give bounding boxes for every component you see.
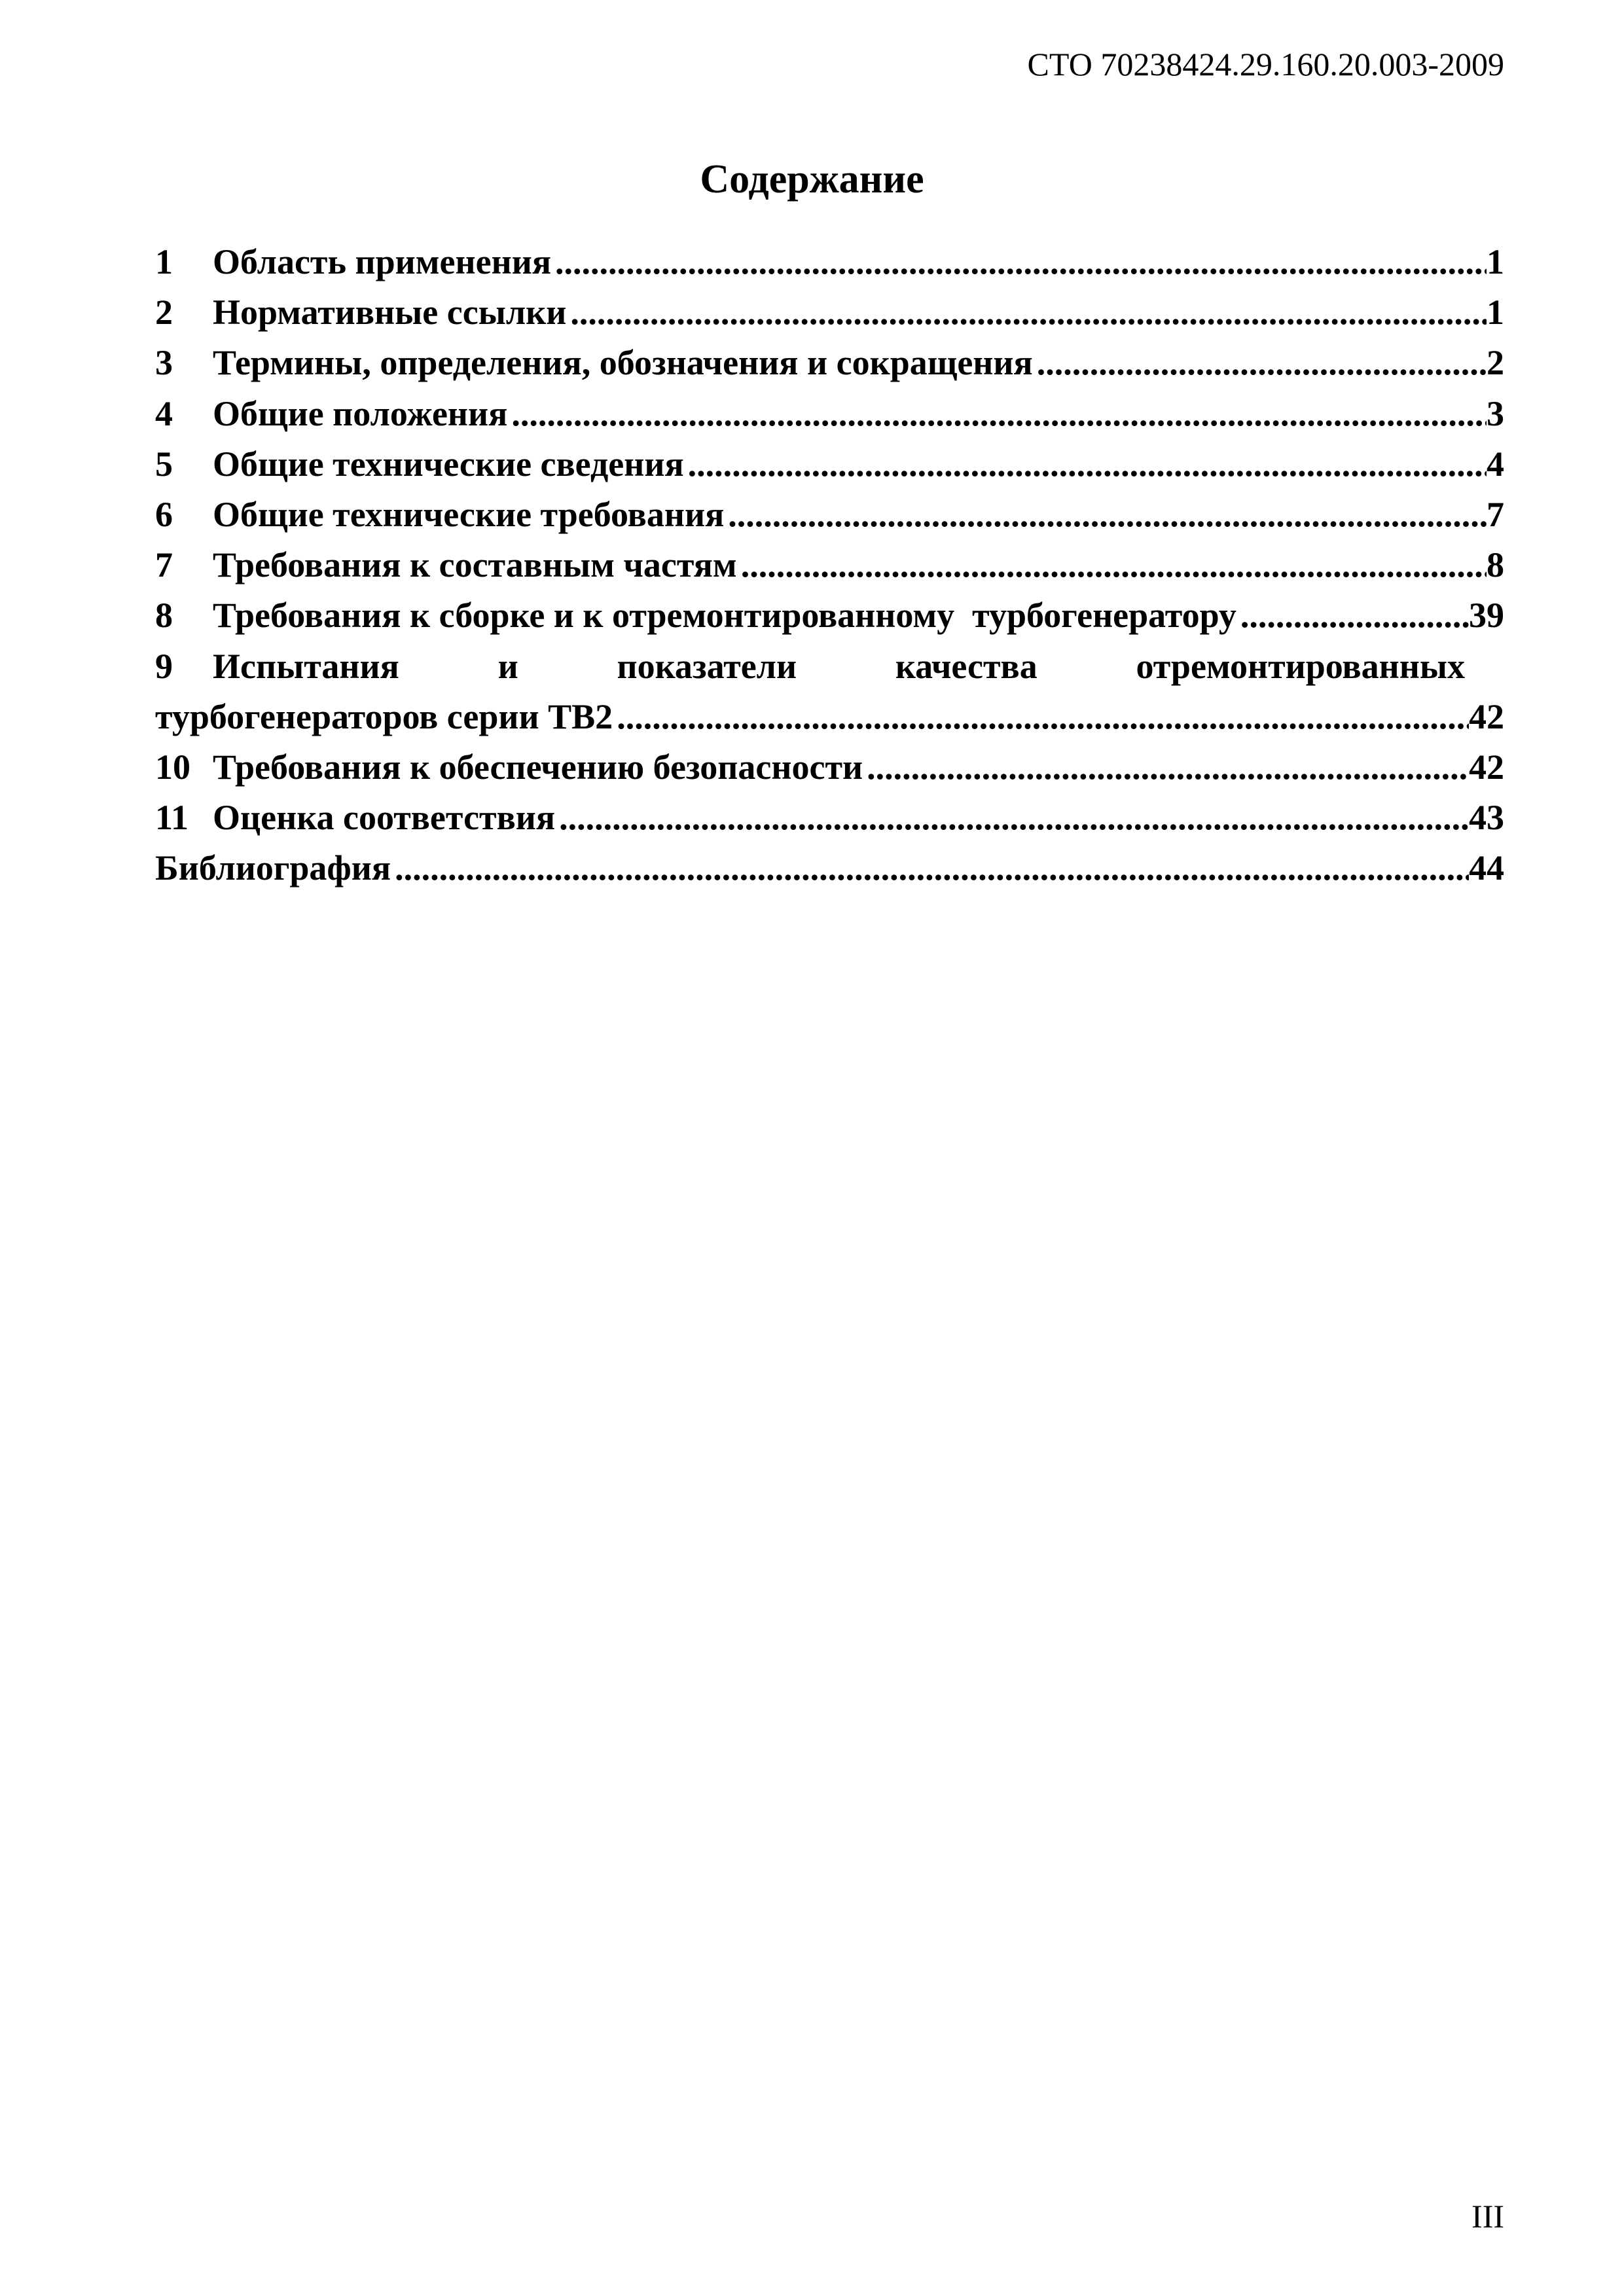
toc-dot-leader — [737, 540, 1487, 590]
toc-entry-line-2[interactable] — [155, 692, 1504, 742]
toc-entry-page: 8 — [1487, 545, 1504, 585]
toc-dot-leader — [566, 287, 1487, 338]
toc-entry-page: 3 — [1487, 393, 1504, 433]
toc-entry-number: 11 — [155, 798, 189, 838]
toc-dot-leader — [724, 490, 1487, 540]
toc-entry-title-continuation: турбогенераторов серии ТВ2 — [155, 696, 613, 736]
toc-entry-title: Область применения — [213, 242, 552, 281]
toc-dot-leader — [684, 439, 1487, 490]
toc-title: Содержание — [700, 157, 924, 202]
toc-dot-leader — [613, 692, 1469, 742]
toc-entry-title: Библиография — [155, 848, 391, 888]
toc-entry-title: Оценка соответствия — [213, 798, 556, 838]
document-code: СТО 70238424.29.160.20.003-2009 — [1027, 46, 1504, 82]
toc-entry-number: 2 — [155, 293, 173, 332]
toc-entry-page: 43 — [1469, 798, 1504, 838]
table-of-contents — [155, 237, 1504, 893]
toc-entry[interactable] — [155, 439, 1504, 490]
toc-dot-leader — [1236, 590, 1469, 641]
toc-entry[interactable] — [155, 338, 1504, 388]
toc-entry-number: 5 — [155, 444, 173, 484]
toc-entry[interactable] — [155, 287, 1504, 338]
toc-dot-leader — [863, 742, 1469, 793]
toc-dot-leader — [391, 843, 1469, 893]
toc-entry-bibliography[interactable] — [155, 843, 1504, 893]
toc-dot-leader — [1033, 338, 1487, 388]
toc-entry-number: 7 — [155, 545, 173, 585]
toc-entry[interactable] — [155, 490, 1504, 540]
toc-entry-title: Испытания и показатели качества отремонтированных — [213, 646, 1465, 686]
toc-entry-page: 42 — [1469, 696, 1504, 736]
toc-entry-title: Общие технические требования — [213, 494, 725, 534]
toc-entry[interactable] — [155, 237, 1504, 287]
toc-entry-number: 9 — [155, 646, 173, 686]
toc-entry-page: 1 — [1487, 242, 1504, 281]
toc-entry-number: 4 — [155, 393, 173, 433]
toc-entry-page: 2 — [1487, 343, 1504, 383]
toc-entry-number: 1 — [155, 242, 173, 281]
toc-entry[interactable] — [155, 742, 1504, 793]
toc-dot-leader — [555, 793, 1469, 843]
toc-entry-title: Общие технические сведения — [213, 444, 684, 484]
toc-entry-page: 7 — [1487, 494, 1504, 534]
toc-dot-leader — [551, 237, 1487, 287]
toc-entry[interactable] — [155, 540, 1504, 590]
toc-entry-title: Общие положения — [213, 393, 508, 433]
toc-entry-number: 6 — [155, 494, 173, 534]
toc-entry-number: 3 — [155, 343, 173, 383]
page-number: III — [1471, 2198, 1504, 2234]
toc-entry-page: 44 — [1469, 848, 1504, 888]
toc-entry-title: Требования к сборке и к отремонтированному турбогенератору — [213, 596, 1236, 636]
toc-entry-number: 10 — [155, 747, 190, 787]
toc-entry[interactable] — [155, 590, 1504, 641]
toc-entry-title: Требования к составным частям — [213, 545, 737, 585]
toc-entry-title: Нормативные ссылки — [213, 293, 567, 332]
toc-entry-page: 42 — [1469, 747, 1504, 787]
toc-entry-page: 39 — [1469, 596, 1504, 636]
toc-entry-line-1[interactable] — [155, 641, 1504, 692]
toc-entry-title: Требования к обеспечению безопасности — [213, 747, 863, 787]
toc-entry-number: 8 — [155, 596, 173, 636]
toc-entry-page: 4 — [1487, 444, 1504, 484]
toc-dot-leader — [507, 389, 1487, 439]
toc-entry[interactable] — [155, 793, 1504, 843]
toc-entry[interactable] — [155, 389, 1504, 439]
toc-entry-title: Термины, определения, обозначения и сокращения — [213, 343, 1033, 383]
toc-entry-page: 1 — [1487, 293, 1504, 332]
